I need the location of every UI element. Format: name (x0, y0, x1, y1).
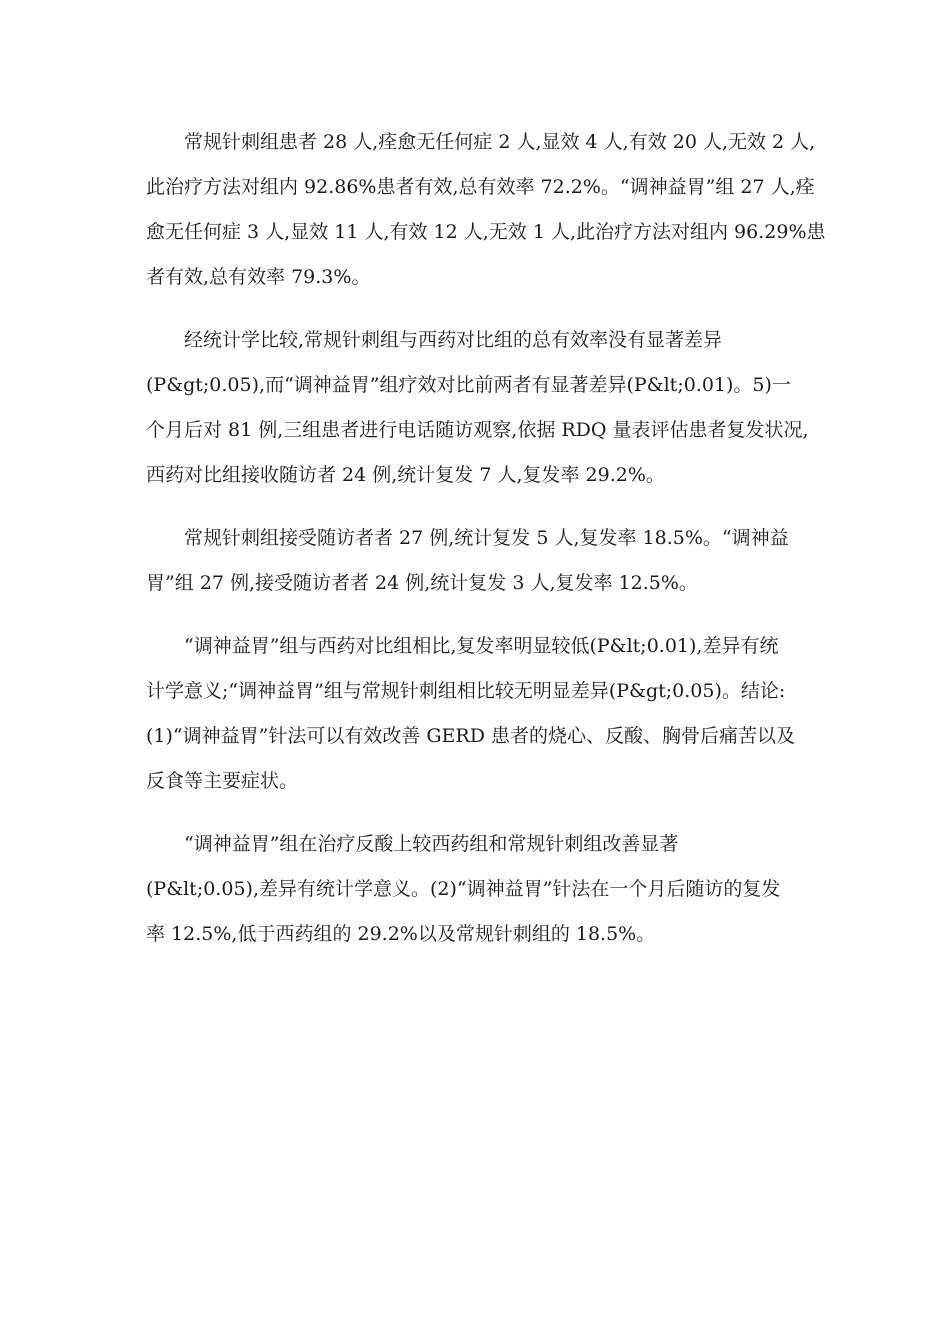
text-line: 此治疗方法对组内 92.86%患者有效,总有效率 72.2%。“调神益胃”组 27 人,痊 (146, 176, 815, 198)
text-line: 西药对比组接收随访者 24 例,统计复发 7 人,复发率 29.2%。 (146, 464, 665, 486)
text-line: 率 12.5%,低于西药组的 29.2%以及常规针刺组的 18.5%。 (146, 923, 656, 945)
text-line: (1)“调神益胃”针法可以有效改善 GERD 患者的烧心、反酸、胸骨后痛苦以及 (146, 725, 796, 747)
paragraph-2 (146, 318, 809, 498)
paragraph-4 (146, 624, 806, 804)
text-line: 胃”组 27 例,接受随访者者 24 例,统计复发 3 人,复发率 12.5%。 (146, 572, 698, 594)
paragraph-5 (146, 822, 806, 957)
document-body (146, 120, 826, 975)
text-line: “调神益胃”组与西药对比组相比,复发率明显较低(P&lt;0.01),差异有统 (184, 635, 779, 657)
paragraph-1 (146, 120, 826, 300)
text-line: 愈无任何症 3 人,显效 11 人,有效 12 人,无效 1 人,此治疗方法对组内 96.29%患 (146, 221, 826, 243)
paragraph-3 (146, 516, 806, 606)
text-line: 常规针刺组接受随访者者 27 例,统计复发 5 人,复发率 18.5%。“调神益 (184, 527, 789, 549)
text-line: 反食等主要症状。 (146, 770, 299, 792)
text-line: 个月后对 81 例,三组患者进行电话随访观察,依据 RDQ 量表评估患者复发状况, (146, 419, 809, 441)
text-line: 计学意义;“调神益胃”组与常规针刺组相比较无明显差异(P&gt;0.05)。结论: (146, 680, 786, 702)
text-line: 经统计学比较,常规针刺组与西药对比组的总有效率没有显著差异 (184, 329, 723, 351)
text-line: (P&lt;0.05),差异有统计学意义。(2)“调神益胃”针法在一个月后随访的复发 (146, 878, 781, 900)
text-line: (P&gt;0.05),而“调神益胃”组疗效对比前两者有显著差异(P&lt;0.01)。5)一 (146, 374, 791, 396)
text-line: “调神益胃”组在治疗反酸上较西药组和常规针刺组改善显著 (184, 833, 679, 855)
text-line: 常规针刺组患者 28 人,痊愈无任何症 2 人,显效 4 人,有效 20 人,无效 2 人, (184, 131, 816, 153)
text-line: 者有效,总有效率 79.3%。 (146, 266, 371, 288)
